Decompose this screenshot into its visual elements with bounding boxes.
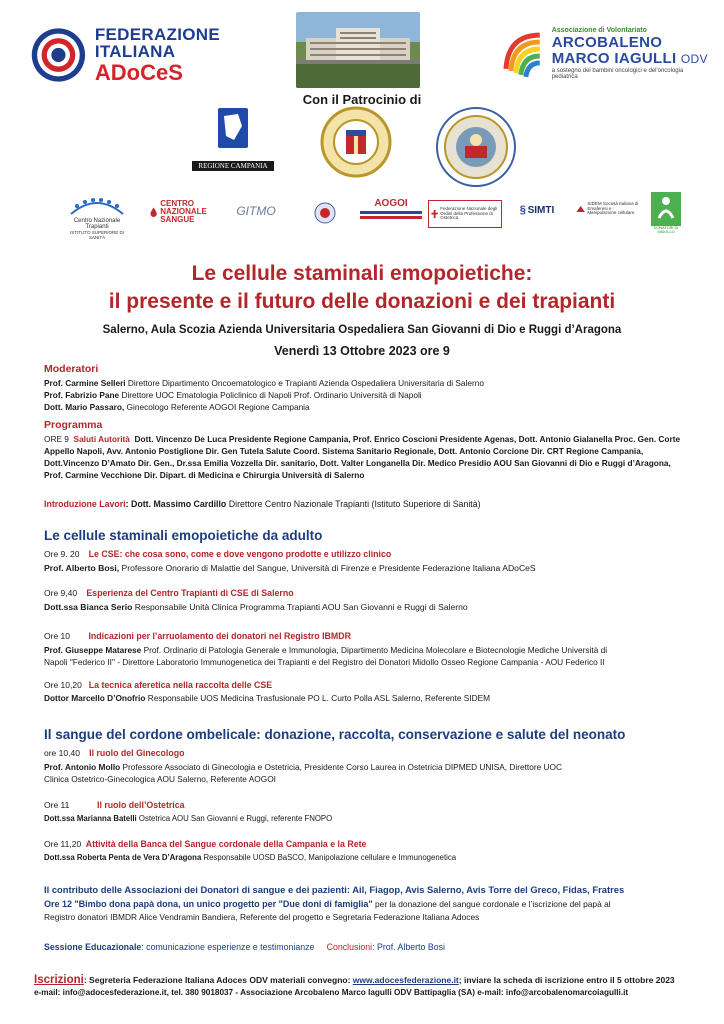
adulto-item-3-header [44,630,351,642]
event-venue: Salerno, Aula Scozia Azienda Universitaria Ospedaliera San Giovanni di Dio e Ruggi d’Aragona [102,324,622,336]
iscrizioni-label: Iscrizioni [34,974,84,986]
introduzione-lavori [44,498,481,510]
cnt-logo [62,196,132,240]
patrocinio-label: Con il Patrocinio di [302,92,422,107]
iscrizioni-text: : Segreteria Federazione Italiana Adoces ODV materiali convegno: [83,975,353,985]
programma-heading: Programma [44,419,103,431]
cordone-item-2-header [44,799,185,811]
speaker-role: Responsabile UOSD BaSCO, Manipolazione cellulare e Immunogenetica [201,853,457,862]
contributo-line3: Registro donatori IBMDR Alice Vendramin Bandiera, Referente del progetto e Segretaria Federazione Italiana Adoces [44,912,480,922]
regione-campania-label: REGIONE CAMPANIA [192,161,274,171]
adoces-website-link[interactable]: www.adocesfederazione.it [352,975,459,985]
moderatore-passaro [44,401,310,413]
adoces-line1: FEDERAZIONE [94,24,220,44]
adulto-item-3-speaker-cont [44,656,605,668]
moderatore-name: Dott. Mario Passaro, [44,402,125,412]
sessione-text: : comunicazione esperienze e testimonianze [141,942,315,952]
adoces-line3: ADoCeS [94,60,183,86]
contributo-project-desc: per la donazione del sangue cordonale e l’iscrizione del papà al [372,899,611,909]
item-topic: Indicazioni per l’arruolamento dei donatori nel Registro IBMDR [88,631,351,641]
speaker-role: Ostetrica AOU San Giovanni e Ruggi, referente FNOPO [136,814,333,823]
adulto-item-4-speaker [44,692,490,704]
simti-logo: § SIMTI [519,204,555,216]
speaker-role: Prof. Ordinario di Patologia Generale e Immunologia, Dipartimento Medicina Molecolare e Biotecnologie Mediche Università di [141,645,608,655]
page-title-line2: il presente e il futuro delle donazioni e dei trapianti [108,290,616,313]
blood-drop-icon [150,201,157,223]
cordone-item-1-header [44,747,184,759]
saluti-label: Saluti Autorità [73,434,130,444]
arco-line2: MARCO IAGULLI [551,50,677,68]
adulto-item-1-header [44,548,391,560]
item-topic: Esperienza del Centro Trapianti di CSE di Salerno [86,588,294,598]
simti-label: SIMTI [527,205,555,216]
contributo-associations: : Ail, Fiagop, Avis Salerno, Avis Torre del Greco, Fidas, Fratres [346,884,625,895]
contributo-heading: Il contributo delle Associazioni dei Donatori di sangue e dei pazienti [44,884,347,895]
speaker-role: Responsabile UOS Medicina Trasfusionale PO L. Curto Polla ASL Salerno, Referente SIDEM [145,693,491,703]
item-topic: Il ruolo del Ginecologo [89,748,185,758]
saluti-line1 [44,433,680,445]
arco-tagline: Associazione di Volontariato [551,27,647,35]
speaker-name: Prof. Giuseppe Matarese [44,645,142,655]
arco-odv: ODV [680,52,708,67]
contributo-line1 [44,884,624,895]
regione-campania-logo [192,106,274,168]
cordone-item-2-speaker [44,813,332,825]
sessione-label: Sessione Educazionale [44,942,142,952]
aogoi-logo [360,198,422,219]
saluti-line4 [44,469,364,481]
adulto-item-2-header [44,587,294,599]
conclusioni-text: : Prof. Alberto Bosi [372,942,445,952]
item-time: Ore 11,20 [44,839,82,849]
contact-line: e-mail: info@adocesfederazione.it, tel. 380 9018037 - Associazione Arcobaleno Marco Iagulli ODV Battipaglia (SA) e-mail: info@arcobalenomarcoiagulli.it [34,988,629,997]
intro-label: Introduzione Lavori [44,499,126,509]
gitmo-logo [230,204,282,218]
saluti-text: Dott. Vincenzo De Luca Presidente Regione Campania, Prof. Enrico Coscioni Presidente Agenas, Dott. Antonio Gialanella Proc. Gen. Corte [134,434,681,444]
adulto-item-3-speaker [44,644,607,656]
adulto-item-4-header [44,679,272,691]
cordone-item-3-header [44,838,366,850]
saluti-text: Appello Napoli, Avv. Antonio Postiglione Dir. Gen Tutela Salute Coord. Sistema Sanitario Regionale, Dott. Antonio Corcione Dir. CRT Regione Campania, [44,446,644,456]
intro-name: : Dott. Massimo Cardillo [125,499,227,509]
fnopo-label: Federazione Nazionale degli Ordini della Professione di Ostetrica [440,205,498,221]
speaker-name: Dott.ssa Bianca Serio [44,602,133,612]
fnopo-cross-icon [431,203,438,225]
cns-logo [150,200,214,224]
adulto-item-1-speaker [44,562,536,574]
moderatori-heading: Moderatori [44,363,99,375]
moderatore-pane [44,389,422,401]
gitmo-label: GITMO [236,204,276,218]
speaker-name: Dott.ssa Roberta Penta de Vera D’Aragona [44,853,202,862]
donatori-midollo-logo [648,192,684,234]
contributo-project-title: "Bimbo dona papà dona, un unico progetto per "Due doni di famiglia" [74,899,373,909]
item-topic: Il ruolo dell’Ostetrica [97,800,185,810]
adulto-heading: Le cellule staminali emopoietiche da adulto [44,528,323,543]
item-time: Ore 9. 20 [44,549,80,559]
cnt-figures-icon [67,196,127,216]
adulto-item-2-speaker [44,601,468,613]
item-time: Ore 10,20 [44,680,82,690]
sponsor-strip [62,192,692,248]
saluti-line3 [44,457,671,469]
contributo-time: Ore 12 [44,899,73,909]
moderatore-role: Ginecologo Referente AOGOI Regione Campania [124,402,310,412]
iscrizioni-deadline: ; inviare la scheda di iscrizione entro il 5 ottobre 2023 [458,975,675,985]
speaker-role: Napoli "Federico II" - Direttore Laboratorio Immunogenetica dei Trapianti e del Registro dei Donatori Midollo Osseo Regione Campania - AOU Federico II [44,657,605,667]
cns-label: CENTRO NAZIONALE SANGUE [160,199,207,224]
medical-order-seal [435,106,517,188]
donatori-label: DONATORI DI MIDOLLO [653,226,679,234]
speaker-role: Professore Onorario di Malattie del Sangue, Università di Firenze e Presidente Federazione Italiana ADoCeS [119,563,536,573]
adoces-logo [30,20,220,90]
donatori-figure-icon [651,192,681,226]
saluti-time: ORE 9 [44,434,69,444]
item-time: ore 10,40 [44,748,80,758]
saluti-text: Prof. Carmine Vecchione Dir. Dipart. di Medicina e Chirurgia Università di Salerno [44,470,365,480]
saluti-line2 [44,445,643,457]
item-topic: Attività della Banca del Sangue cordonale della Campania e la Rete [85,839,367,849]
event-date: Venerdì 13 Ottobre 2023 ore 9 [274,344,450,358]
moderatore-name: Prof. Fabrizio Pane [44,390,120,400]
speaker-name: Prof. Antonio Mollo [44,762,121,772]
arcobaleno-logo [500,18,710,90]
aogoi-label: AOGOI [374,198,408,209]
cnt-sublabel: ISTITUTO SUPERIORE DI SANITÀ [70,230,124,240]
moderatore-selleri [44,377,484,389]
speaker-role: Responsabile Unità Clinica Programma Trapianti AOU San Giovanni e Ruggi di Salerno [132,602,468,612]
item-topic: Le CSE: che cosa sono, come e dove vengono prodotte e utilizzo clinico [88,549,392,559]
arco-subtitle: a sostegno dei bambini oncologici e del'oncologia pediatrica [551,67,684,81]
item-topic: La tecnica aferetica nella raccolta delle CSE [88,680,273,690]
speaker-role: Professore Associato di Ginecologia e Ostetricia, Presidente Corso Laurea in Ostetricia DIPMED UNISA, Direttore UOC [120,762,562,772]
cordone-item-1-speaker [44,761,562,773]
sessione-educazionale [44,941,445,953]
moderatore-role: Direttore Dipartimento Oncoematologico e Trapianti Azienda Ospedaliera Universitaria di Salerno [125,378,484,388]
speaker-name: Dottor Marcello D’Onofrio [44,693,146,703]
item-time: Ore 11 [44,800,70,810]
cnt-label: Centro Nazionale Trapianti [73,218,121,230]
cordone-heading: Il sangue del cordone ombelicale: donazione, raccolta, conservazione e salute del neonato [44,727,626,742]
speaker-role: Clinica Ostetrico-Ginecologica AOU Salerno, Referente AOGOI [44,774,276,784]
adoces-emblem-icon [30,23,87,87]
saluti-text: Dott.Vincenzo D’Amato Dir. Gen., Dr.ssa Emilia Vozzella Dir. sanitario, Dott. Valter Longanella Dir. Medico Presidio AOU San Giovanni di Dio e Ruggi d’Aragona, [44,458,671,468]
moderatore-name: Prof. Carmine Selleri [44,378,126,388]
cordone-item-1-speaker-cont [44,773,276,785]
moderatore-role: Direttore UOC Ematologia Policlinico di Napoli Prof. Ordinario Università di Napoli [119,390,422,400]
salerno-university-seal [320,106,392,178]
contributo-line2 [44,898,611,910]
rainbow-hand-icon [500,25,546,83]
speaker-name: Prof. Alberto Bosi, [44,563,120,573]
item-time: Ore 10 [44,631,70,641]
cordone-item-3-speaker [44,852,456,864]
intro-role: Direttore Centro Nazionale Trapianti (Istituto Superiore di Sanità) [226,499,481,509]
conclusioni-label: Conclusioni [326,942,373,952]
sidem-logo [576,200,640,218]
speaker-name: Dott.ssa Marianna Batelli [44,814,137,823]
hospital-photo [296,12,420,88]
sidem-mark-icon [576,200,585,218]
regione-campania-emblem-icon [192,106,274,156]
arco-line1: ARCOBALENO [551,33,663,51]
fnopo-logo [428,200,502,228]
adoces-line2: ITALIANA [94,42,176,62]
sidem-label: SIDEM Società Italiana di Emaferesi e Manipolazione cellulare [587,200,639,216]
iscrizioni-line [34,974,675,986]
page-title-line1: Le cellule staminali emopoietiche: [191,262,533,285]
item-time: Ore 9,40 [44,588,78,598]
emblem-small-icon [314,202,336,224]
